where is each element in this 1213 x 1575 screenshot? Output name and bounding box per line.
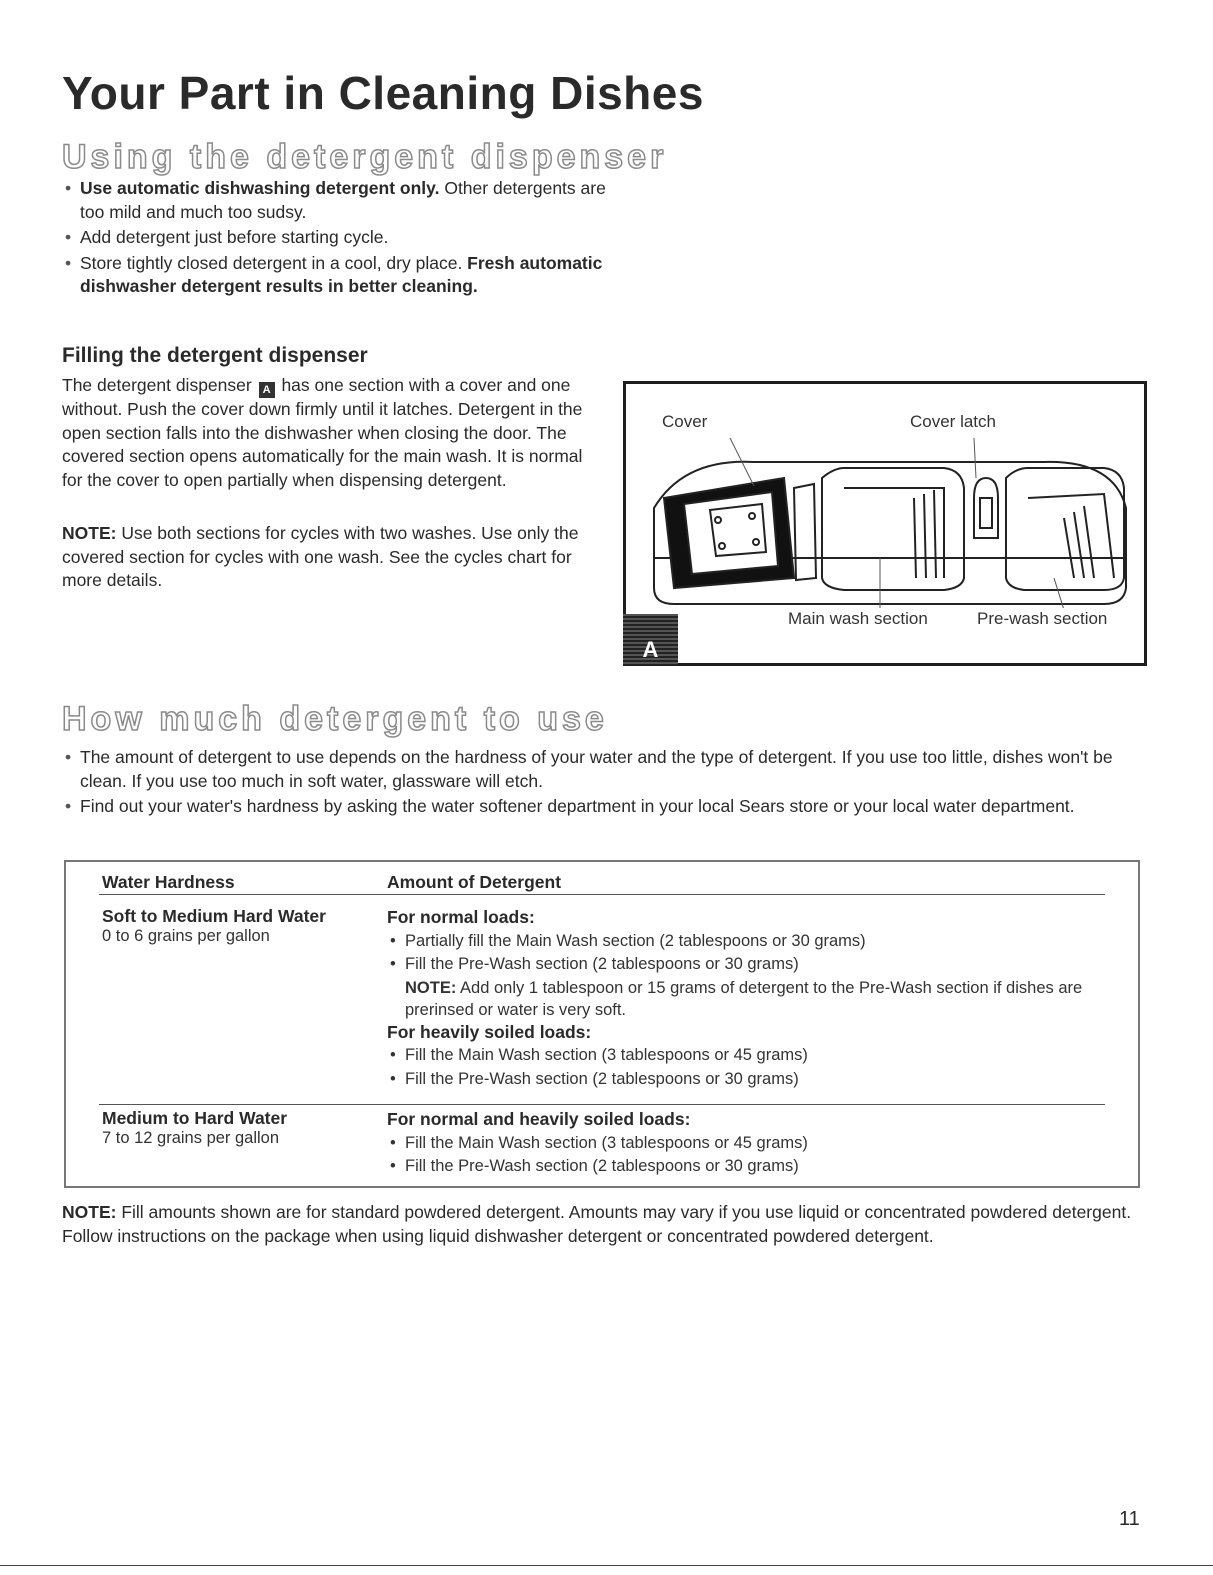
filling-subheading: Filling the detergent dispenser	[62, 344, 368, 367]
table-header-amount: Amount of Detergent	[387, 872, 562, 892]
table-note	[387, 977, 1115, 1021]
table-header-hardness: Water Hardness	[102, 872, 235, 892]
loads-title: For normal and heavily soiled loads:	[387, 1109, 691, 1129]
page-number: 11	[1119, 1508, 1140, 1530]
figure-label-main-wash: Main wash section	[788, 609, 928, 628]
section-heading-dispenser: Using the detergent dispenser	[62, 138, 668, 176]
paragraph-text: The detergent dispenser	[62, 375, 257, 395]
table-row	[102, 906, 326, 946]
hardness-label: Soft to Medium Hard Water	[102, 906, 326, 926]
bullet-text: Other detergents are too mild and much too sudsy.	[80, 178, 606, 222]
bottom-note	[62, 1201, 1152, 1248]
normal-loads-title: For normal loads:	[387, 907, 535, 927]
figure-badge-inline: A	[259, 382, 275, 398]
note-label: NOTE:	[62, 1202, 117, 1222]
figure-label-cover-latch: Cover latch	[910, 412, 996, 431]
grains-label: 0 to 6 grains per gallon	[102, 927, 270, 945]
note-text: Add only 1 tablespoon or 15 grams of detergent to the Pre-Wash section if dishes are prerinsed or water is very soft.	[405, 978, 1083, 1019]
bullet-text: Store tightly closed detergent in a cool, dry place.	[80, 252, 468, 273]
filling-paragraph	[62, 374, 597, 492]
figure-badge: A	[623, 614, 678, 666]
list-item	[62, 252, 622, 299]
dispenser-figure	[623, 381, 1147, 666]
amount-cell	[387, 1108, 808, 1179]
paragraph-text: has one section with a cover and one without. Push the cover down firmly until it latches. Detergent in the open section falls into the dishwasher when closing the door. The covered section opens automatically for the main wash. It is normal for the cover to open partially when dispensing detergent.	[62, 375, 583, 490]
note-text: Fill amounts shown are for standard powdered detergent. Amounts may vary if you use liquid or concentrated powdered detergent. Follow instructions on the package when using liquid dishwasher detergent or concentrated powdered detergent.	[62, 1202, 1132, 1246]
amount-cell	[387, 906, 1115, 1091]
footer-rule	[0, 1565, 1213, 1566]
dispenser-bullet-list	[62, 177, 622, 301]
figure-label-cover: Cover	[662, 412, 708, 431]
page-title: Your Part in Cleaning Dishes	[62, 67, 704, 119]
note-label: NOTE:	[405, 978, 457, 997]
section-heading-amount: How much detergent to use	[62, 700, 608, 738]
bullet-bold-text: Fresh automatic dishwasher detergent results in better cleaning.	[80, 252, 603, 296]
list-item: • Fill the Main Wash section (3 tablespoons or 45 grams)	[387, 1044, 1115, 1068]
heavy-loads-title: For heavily soiled loads:	[387, 1021, 592, 1042]
list-item: • Fill the Pre-Wash section (2 tablespoons or 30 grams)	[387, 1155, 808, 1179]
note-text: Use both sections for cycles with two washes. Use only the covered section for cycles with one wash. See the cycles chart for more details.	[62, 523, 579, 590]
figure-label-pre-wash: Pre-wash section	[977, 609, 1108, 628]
note-label: NOTE:	[62, 523, 117, 543]
list-item: • The amount of detergent to use depends on the hardness of your water and the type of detergent. If you use too little, dishes won't be clean. If you use too much in soft water, glassware will etch.	[62, 746, 1152, 793]
list-item: • Find out your water's hardness by asking the water softener department in your local Sears store or your local water department.	[62, 795, 1152, 819]
list-item: • Partially fill the Main Wash section (2 tablespoons or 30 grams)	[387, 930, 1115, 954]
list-item: • Fill the Pre-Wash section (2 tablespoons or 30 grams)	[387, 953, 1115, 977]
hardness-label: Medium to Hard Water	[102, 1108, 288, 1128]
table-header-rule	[99, 894, 1105, 895]
table-row-rule	[99, 1104, 1105, 1105]
dispenser-illustration	[644, 438, 1134, 608]
filling-note	[62, 522, 597, 593]
table-row	[102, 1108, 287, 1148]
detergent-table	[64, 860, 1140, 1188]
bullet-text: Add detergent just before starting cycle.	[80, 227, 389, 247]
list-item	[62, 226, 622, 250]
list-item: • Fill the Main Wash section (3 tablespoons or 45 grams)	[387, 1132, 808, 1156]
bullet-bold-text: Use automatic dishwashing detergent only.	[80, 178, 440, 198]
grains-label: 7 to 12 grains per gallon	[102, 1129, 280, 1147]
list-item: • Fill the Pre-Wash section (2 tablespoons or 30 grams)	[387, 1068, 1115, 1092]
amount-bullet-list	[62, 746, 1152, 821]
list-item	[62, 177, 622, 224]
